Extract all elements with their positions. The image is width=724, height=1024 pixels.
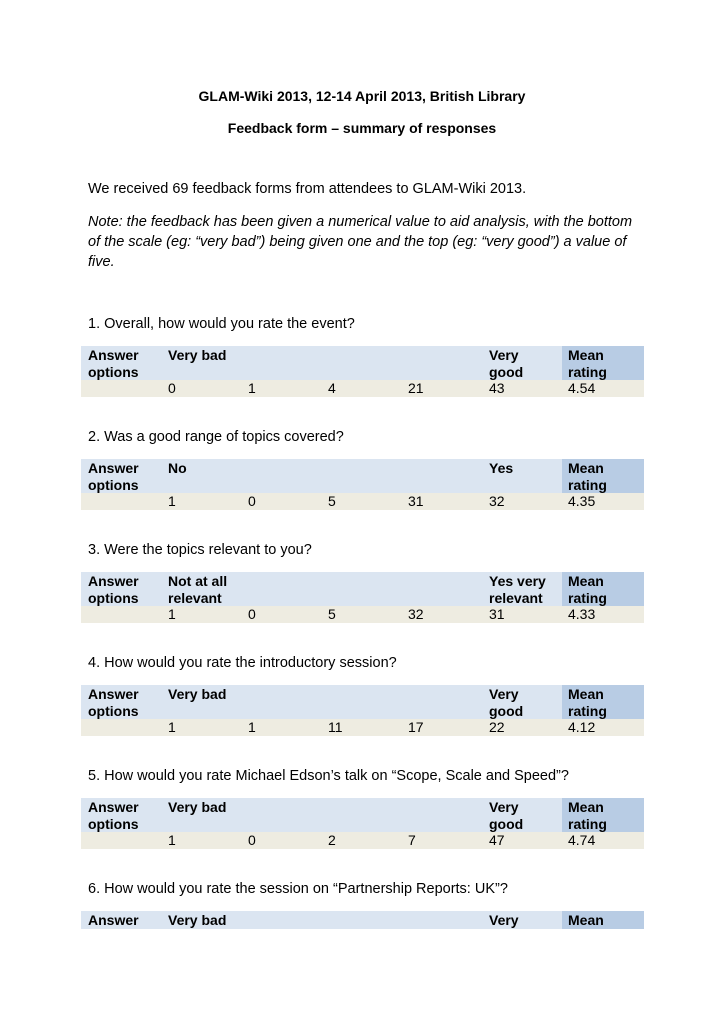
table-data-row	[81, 832, 644, 849]
count-cell: 31	[408, 493, 424, 509]
table-data-row	[81, 380, 644, 397]
answer-options-header: Answer	[88, 912, 139, 928]
table-data-row	[81, 606, 644, 623]
question-6-text: 6. How would you rate the session on “Partnership Reports: UK”?	[88, 881, 508, 897]
table-header-row	[81, 911, 644, 929]
high-label: Yes very relevant	[489, 573, 546, 606]
count-cell: 11	[328, 719, 343, 735]
count-cell: 2	[328, 832, 336, 848]
count-cell: 32	[489, 493, 505, 509]
document-subtitle: Feedback form – summary of responses	[227, 120, 497, 136]
mean-rating-header: Mean rating	[568, 347, 607, 380]
count-cell: 7	[408, 832, 416, 848]
question-4-text: 4. How would you rate the introductory session?	[88, 655, 397, 671]
low-label: Very bad	[168, 912, 227, 928]
count-cell: 0	[248, 606, 256, 622]
high-label: Yes	[489, 460, 514, 476]
question-2-text: 2. Was a good range of topics covered?	[88, 429, 344, 445]
question-3-text: 3. Were the topics relevant to you?	[88, 542, 312, 558]
count-cell: 1	[248, 380, 256, 396]
question-4-table	[81, 685, 644, 736]
note-line: of the scale (eg: “very bad”) being given one and the top (eg: “very good”) a value of	[88, 234, 627, 250]
note-line: five.	[88, 254, 115, 270]
answer-options-header: Answer options	[88, 460, 139, 493]
count-cell: 22	[489, 719, 505, 735]
answer-options-header: Answer options	[88, 573, 139, 606]
mean-rating-header: Mean rating	[568, 686, 607, 719]
count-cell: 1	[168, 493, 176, 509]
high-label: Very good	[489, 347, 524, 380]
low-label: No	[168, 460, 187, 476]
table-header-row	[81, 685, 644, 719]
table-header-row	[81, 798, 644, 832]
answer-options-header: Answer options	[88, 799, 139, 832]
count-cell: 47	[489, 832, 505, 848]
mean-cell: 4.33	[568, 606, 596, 622]
count-cell: 0	[168, 380, 176, 396]
question-1-table	[81, 346, 644, 397]
question-5-text: 5. How would you rate Michael Edson’s talk on “Scope, Scale and Speed”?	[88, 768, 569, 784]
mean-cell: 4.74	[568, 832, 596, 848]
count-cell: 5	[328, 606, 336, 622]
low-label: Not at all relevant	[168, 573, 228, 606]
count-cell: 0	[248, 832, 256, 848]
question-3-table	[81, 572, 644, 623]
answer-options-header: Answer options	[88, 347, 139, 380]
table-data-row	[81, 719, 644, 736]
mean-cell: 4.35	[568, 493, 596, 509]
mean-rating-header: Mean rating	[568, 460, 607, 493]
high-label: Very good	[489, 799, 524, 832]
answer-options-header: Answer options	[88, 686, 139, 719]
count-cell: 1	[168, 832, 176, 848]
table-header-row	[81, 572, 644, 606]
count-cell: 21	[408, 380, 424, 396]
count-cell: 1	[168, 719, 176, 735]
count-cell: 1	[168, 606, 176, 622]
count-cell: 43	[489, 380, 505, 396]
count-cell: 5	[328, 493, 336, 509]
mean-rating-header: Mean	[568, 912, 604, 928]
table-header-row	[81, 346, 644, 380]
question-2-table	[81, 459, 644, 510]
question-6-table	[81, 911, 644, 929]
table-header-row	[81, 459, 644, 493]
document-title: GLAM-Wiki 2013, 12-14 April 2013, British Library	[198, 88, 526, 104]
count-cell: 17	[408, 719, 424, 735]
note-line: Note: the feedback has been given a numerical value to aid analysis, with the bottom	[88, 214, 633, 230]
mean-rating-header: Mean rating	[568, 799, 607, 832]
intro-paragraph: We received 69 feedback forms from attendees to GLAM-Wiki 2013.	[88, 181, 527, 197]
table-data-row	[81, 493, 644, 510]
low-label: Very bad	[168, 799, 227, 815]
low-label: Very bad	[168, 347, 227, 363]
count-cell: 4	[328, 380, 336, 396]
high-label: Very good	[489, 686, 524, 719]
question-1-text: 1. Overall, how would you rate the event?	[88, 316, 355, 332]
count-cell: 0	[248, 493, 256, 509]
mean-cell: 4.54	[568, 380, 596, 396]
count-cell: 1	[248, 719, 256, 735]
question-5-table	[81, 798, 644, 849]
low-label: Very bad	[168, 686, 227, 702]
count-cell: 31	[489, 606, 505, 622]
note-paragraph	[88, 212, 648, 272]
mean-rating-header: Mean rating	[568, 573, 607, 606]
count-cell: 32	[408, 606, 424, 622]
mean-cell: 4.12	[568, 719, 596, 735]
high-label: Very	[489, 912, 519, 928]
